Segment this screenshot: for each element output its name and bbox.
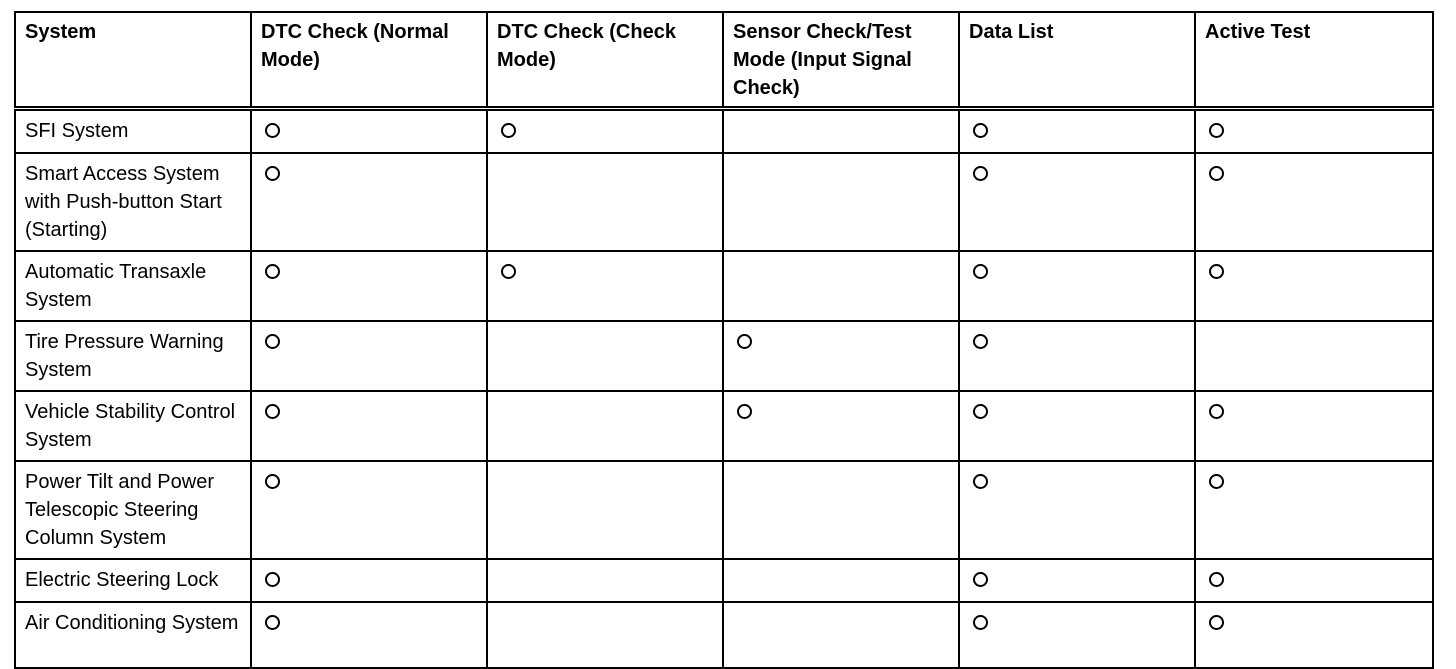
function-cell (487, 251, 723, 321)
function-cell (723, 321, 959, 391)
header-sensor-check: Sensor Check/Test Mode (Input Signal Check) (723, 12, 959, 109)
function-cell (723, 461, 959, 559)
function-cell (251, 109, 487, 154)
table-body (15, 109, 1433, 669)
supported-circle-icon (265, 334, 280, 349)
system-name-cell: Air Conditioning System (15, 602, 251, 668)
function-cell (723, 559, 959, 602)
function-cell (251, 321, 487, 391)
system-name-cell: Tire Pressure Warning System (15, 321, 251, 391)
function-cell (959, 321, 1195, 391)
function-cell (959, 153, 1195, 251)
table-row (15, 109, 1433, 154)
function-cell (487, 153, 723, 251)
function-cell (487, 109, 723, 154)
function-cell (959, 559, 1195, 602)
supported-circle-icon (1209, 615, 1224, 630)
function-cell (487, 321, 723, 391)
function-cell (487, 602, 723, 668)
supported-circle-icon (265, 404, 280, 419)
header-dtc-check-normal: DTC Check (Normal Mode) (251, 12, 487, 109)
function-cell (1195, 559, 1433, 602)
supported-circle-icon (737, 334, 752, 349)
supported-circle-icon (1209, 404, 1224, 419)
supported-circle-icon (265, 264, 280, 279)
supported-circle-icon (265, 572, 280, 587)
function-cell (251, 153, 487, 251)
supported-circle-icon (973, 264, 988, 279)
function-cell (959, 391, 1195, 461)
function-cell (1195, 109, 1433, 154)
function-cell (959, 251, 1195, 321)
function-cell (487, 461, 723, 559)
supported-circle-icon (501, 123, 516, 138)
supported-circle-icon (501, 264, 516, 279)
header-system: System (15, 12, 251, 109)
function-cell (251, 391, 487, 461)
header-dtc-check-check-mode: DTC Check (Check Mode) (487, 12, 723, 109)
function-cell (251, 461, 487, 559)
function-cell (1195, 251, 1433, 321)
header-data-list: Data List (959, 12, 1195, 109)
header-active-test: Active Test (1195, 12, 1433, 109)
supported-circle-icon (973, 123, 988, 138)
supported-circle-icon (265, 123, 280, 138)
table-row (15, 321, 1433, 391)
supported-circle-icon (973, 474, 988, 489)
table-row (15, 461, 1433, 559)
supported-circle-icon (1209, 264, 1224, 279)
header-row (15, 12, 1433, 109)
system-name-cell: Smart Access System with Push-button Start (Starting) (15, 153, 251, 251)
table-row (15, 559, 1433, 602)
function-cell (1195, 391, 1433, 461)
function-cell (1195, 602, 1433, 668)
supported-circle-icon (1209, 166, 1224, 181)
table-row (15, 153, 1433, 251)
supported-circle-icon (973, 404, 988, 419)
function-cell (723, 109, 959, 154)
supported-circle-icon (973, 334, 988, 349)
function-cell (723, 251, 959, 321)
supported-circle-icon (737, 404, 752, 419)
system-name-cell: SFI System (15, 109, 251, 154)
supported-circle-icon (265, 615, 280, 630)
function-cell (959, 109, 1195, 154)
diagnostic-function-table (14, 11, 1434, 669)
function-cell (251, 559, 487, 602)
function-cell (487, 391, 723, 461)
function-cell (723, 391, 959, 461)
function-cell (959, 461, 1195, 559)
table-row (15, 391, 1433, 461)
function-cell (251, 602, 487, 668)
function-cell (487, 559, 723, 602)
supported-circle-icon (1209, 123, 1224, 138)
supported-circle-icon (265, 474, 280, 489)
system-name-cell: Electric Steering Lock (15, 559, 251, 602)
system-name-cell: Power Tilt and Power Telescopic Steering Column System (15, 461, 251, 559)
function-cell (251, 251, 487, 321)
system-name-cell: Automatic Transaxle System (15, 251, 251, 321)
supported-circle-icon (1209, 474, 1224, 489)
function-table-container (14, 11, 1432, 669)
table-row (15, 602, 1433, 668)
function-cell (723, 602, 959, 668)
supported-circle-icon (973, 166, 988, 181)
function-cell (1195, 153, 1433, 251)
supported-circle-icon (973, 572, 988, 587)
table-row (15, 251, 1433, 321)
function-cell (959, 602, 1195, 668)
function-cell (1195, 321, 1433, 391)
supported-circle-icon (973, 615, 988, 630)
function-cell (723, 153, 959, 251)
function-cell (1195, 461, 1433, 559)
system-name-cell: Vehicle Stability Control System (15, 391, 251, 461)
table-header (15, 12, 1433, 109)
supported-circle-icon (265, 166, 280, 181)
supported-circle-icon (1209, 572, 1224, 587)
